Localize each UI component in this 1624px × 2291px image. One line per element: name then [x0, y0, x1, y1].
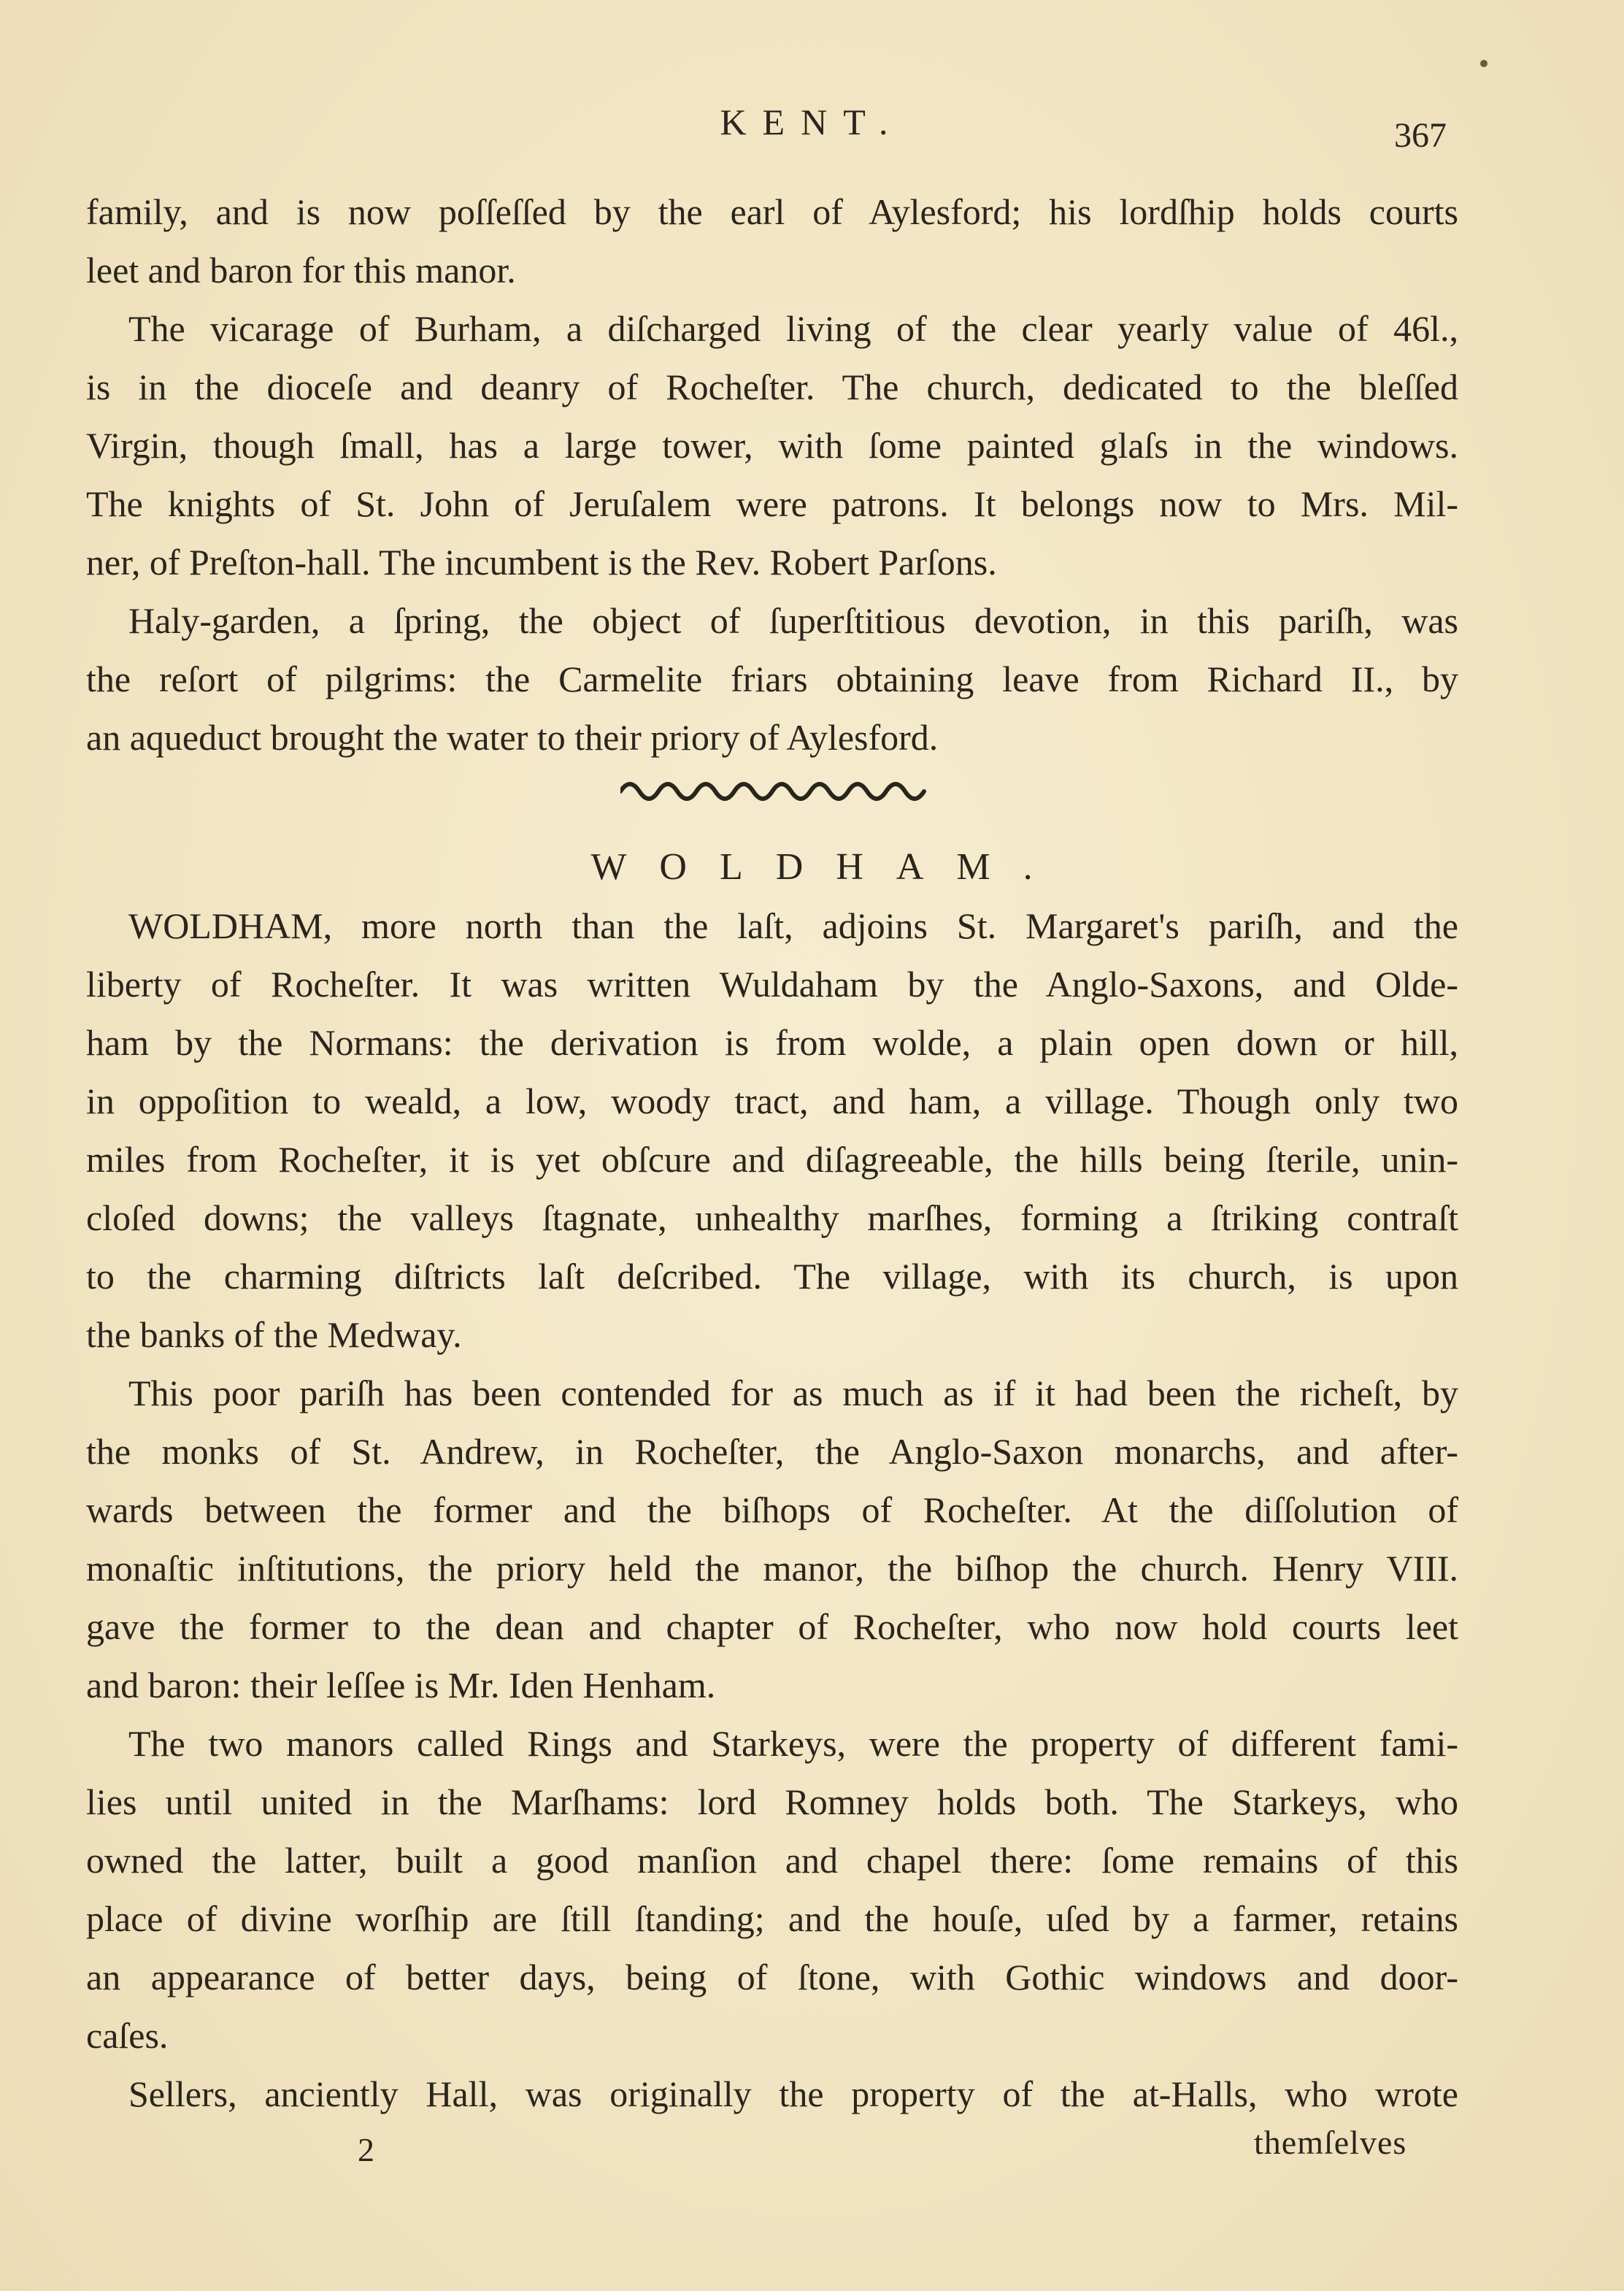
wave-ornament [620, 772, 927, 802]
text-line: This poor pariſh has been contended for as much as if it had been the richeſt, by [128, 1373, 1458, 1413]
text-line: liberty of Rocheſter. It was written Wuldaham by the Anglo-Saxons, and Olde- [86, 964, 1458, 1005]
text-line: caſes. [86, 2015, 169, 2056]
text-line: the reſort of pilgrims: the Carmelite friars obtaining leave from Richard II., by [86, 659, 1458, 699]
text-line: to the charming diſtricts laſt deſcribed. The village, with its church, is upon [86, 1256, 1458, 1297]
text-line: the banks of the Medway. [86, 1314, 462, 1355]
text-line: gave the former to the dean and chapter of Rocheſter, who now hold courts leet [86, 1606, 1458, 1647]
text-line: Haly-garden, a ſpring, the object of ſuperſtitious devotion, in this pariſh, was [128, 600, 1458, 641]
text-block-woldham [86, 897, 1458, 2123]
section-heading: WOLDHAM. [590, 846, 1066, 888]
text-line: place of divine worſhip are ſtill ſtanding; and the houſe, uſed by a farmer, retains [86, 1898, 1458, 1939]
text-line: miles from Rocheſter, it is yet obſcure and diſagreeable, the hills being ſterile, unin- [86, 1139, 1458, 1180]
running-header: KENT. [720, 101, 904, 142]
text-line: cloſed downs; the valleys ſtagnate, unhealthy marſhes, forming a ſtriking contraſt [86, 1197, 1458, 1238]
text-line: The knights of St. John of Jeruſalem were patrons. It belongs now to Mrs. Mil- [86, 483, 1458, 524]
catchword: themſelves [1254, 2124, 1407, 2161]
text-line: lies until united in the Marſhams: lord Romney holds both. The Starkeys, who [86, 1781, 1458, 1822]
text-line: Virgin, though ſmall, has a large tower, with ſome painted glaſs in the windows. [86, 425, 1458, 466]
text-line: owned the latter, built a good manſion and chapel there: ſome remains of this [86, 1840, 1458, 1881]
text-line: family, and is now poſſeſſed by the earl of Aylesford; his lordſhip holds courts [86, 191, 1458, 232]
text-line: Sellers, anciently Hall, was originally the property of the at-Halls, who wrote [128, 2073, 1458, 2114]
text-line: WOLDHAM, more north than the laſt, adjoins St. Margaret's pariſh, and the [128, 905, 1458, 946]
text-line: and baron: their leſſee is Mr. Iden Henham. [86, 1665, 716, 1705]
text-line: The two manors called Rings and Starkeys, were the property of different fami- [128, 1723, 1458, 1764]
text-line: wards between the former and the biſhops of Rocheſter. At the diſſolution of [86, 1489, 1458, 1530]
text-line: leet and baron for this manor. [86, 250, 516, 291]
text-line: the monks of St. Andrew, in Rocheſter, the Anglo-Saxon monarchs, and after- [86, 1431, 1458, 1472]
text-line: The vicarage of Burham, a diſcharged living of the clear yearly value of 46l., [128, 308, 1458, 349]
signature-mark: 2 [358, 2131, 374, 2168]
ink-speck [1480, 60, 1488, 67]
text-line: in oppoſition to weald, a low, woody tract, and ham, a village. Though only two [86, 1081, 1458, 1121]
text-line: an appearance of better days, being of ſtone, with Gothic windows and door- [86, 1957, 1458, 1998]
text-line: is in the dioceſe and deanry of Rocheſter. The church, dedicated to the bleſſed [86, 367, 1458, 407]
text-line: monaſtic inſtitutions, the priory held the manor, the biſhop the church. Henry VIII. [86, 1548, 1458, 1589]
text-line: ner, of Preſton-hall. The incumbent is the Rev. Robert Parſons. [86, 542, 997, 583]
text-line: an aqueduct brought the water to their priory of Aylesford. [86, 717, 939, 758]
text-block-upper [86, 183, 1458, 767]
text-line: ham by the Normans: the derivation is from wolde, a plain open down or hill, [86, 1022, 1458, 1063]
page-number: 367 [1394, 116, 1447, 155]
